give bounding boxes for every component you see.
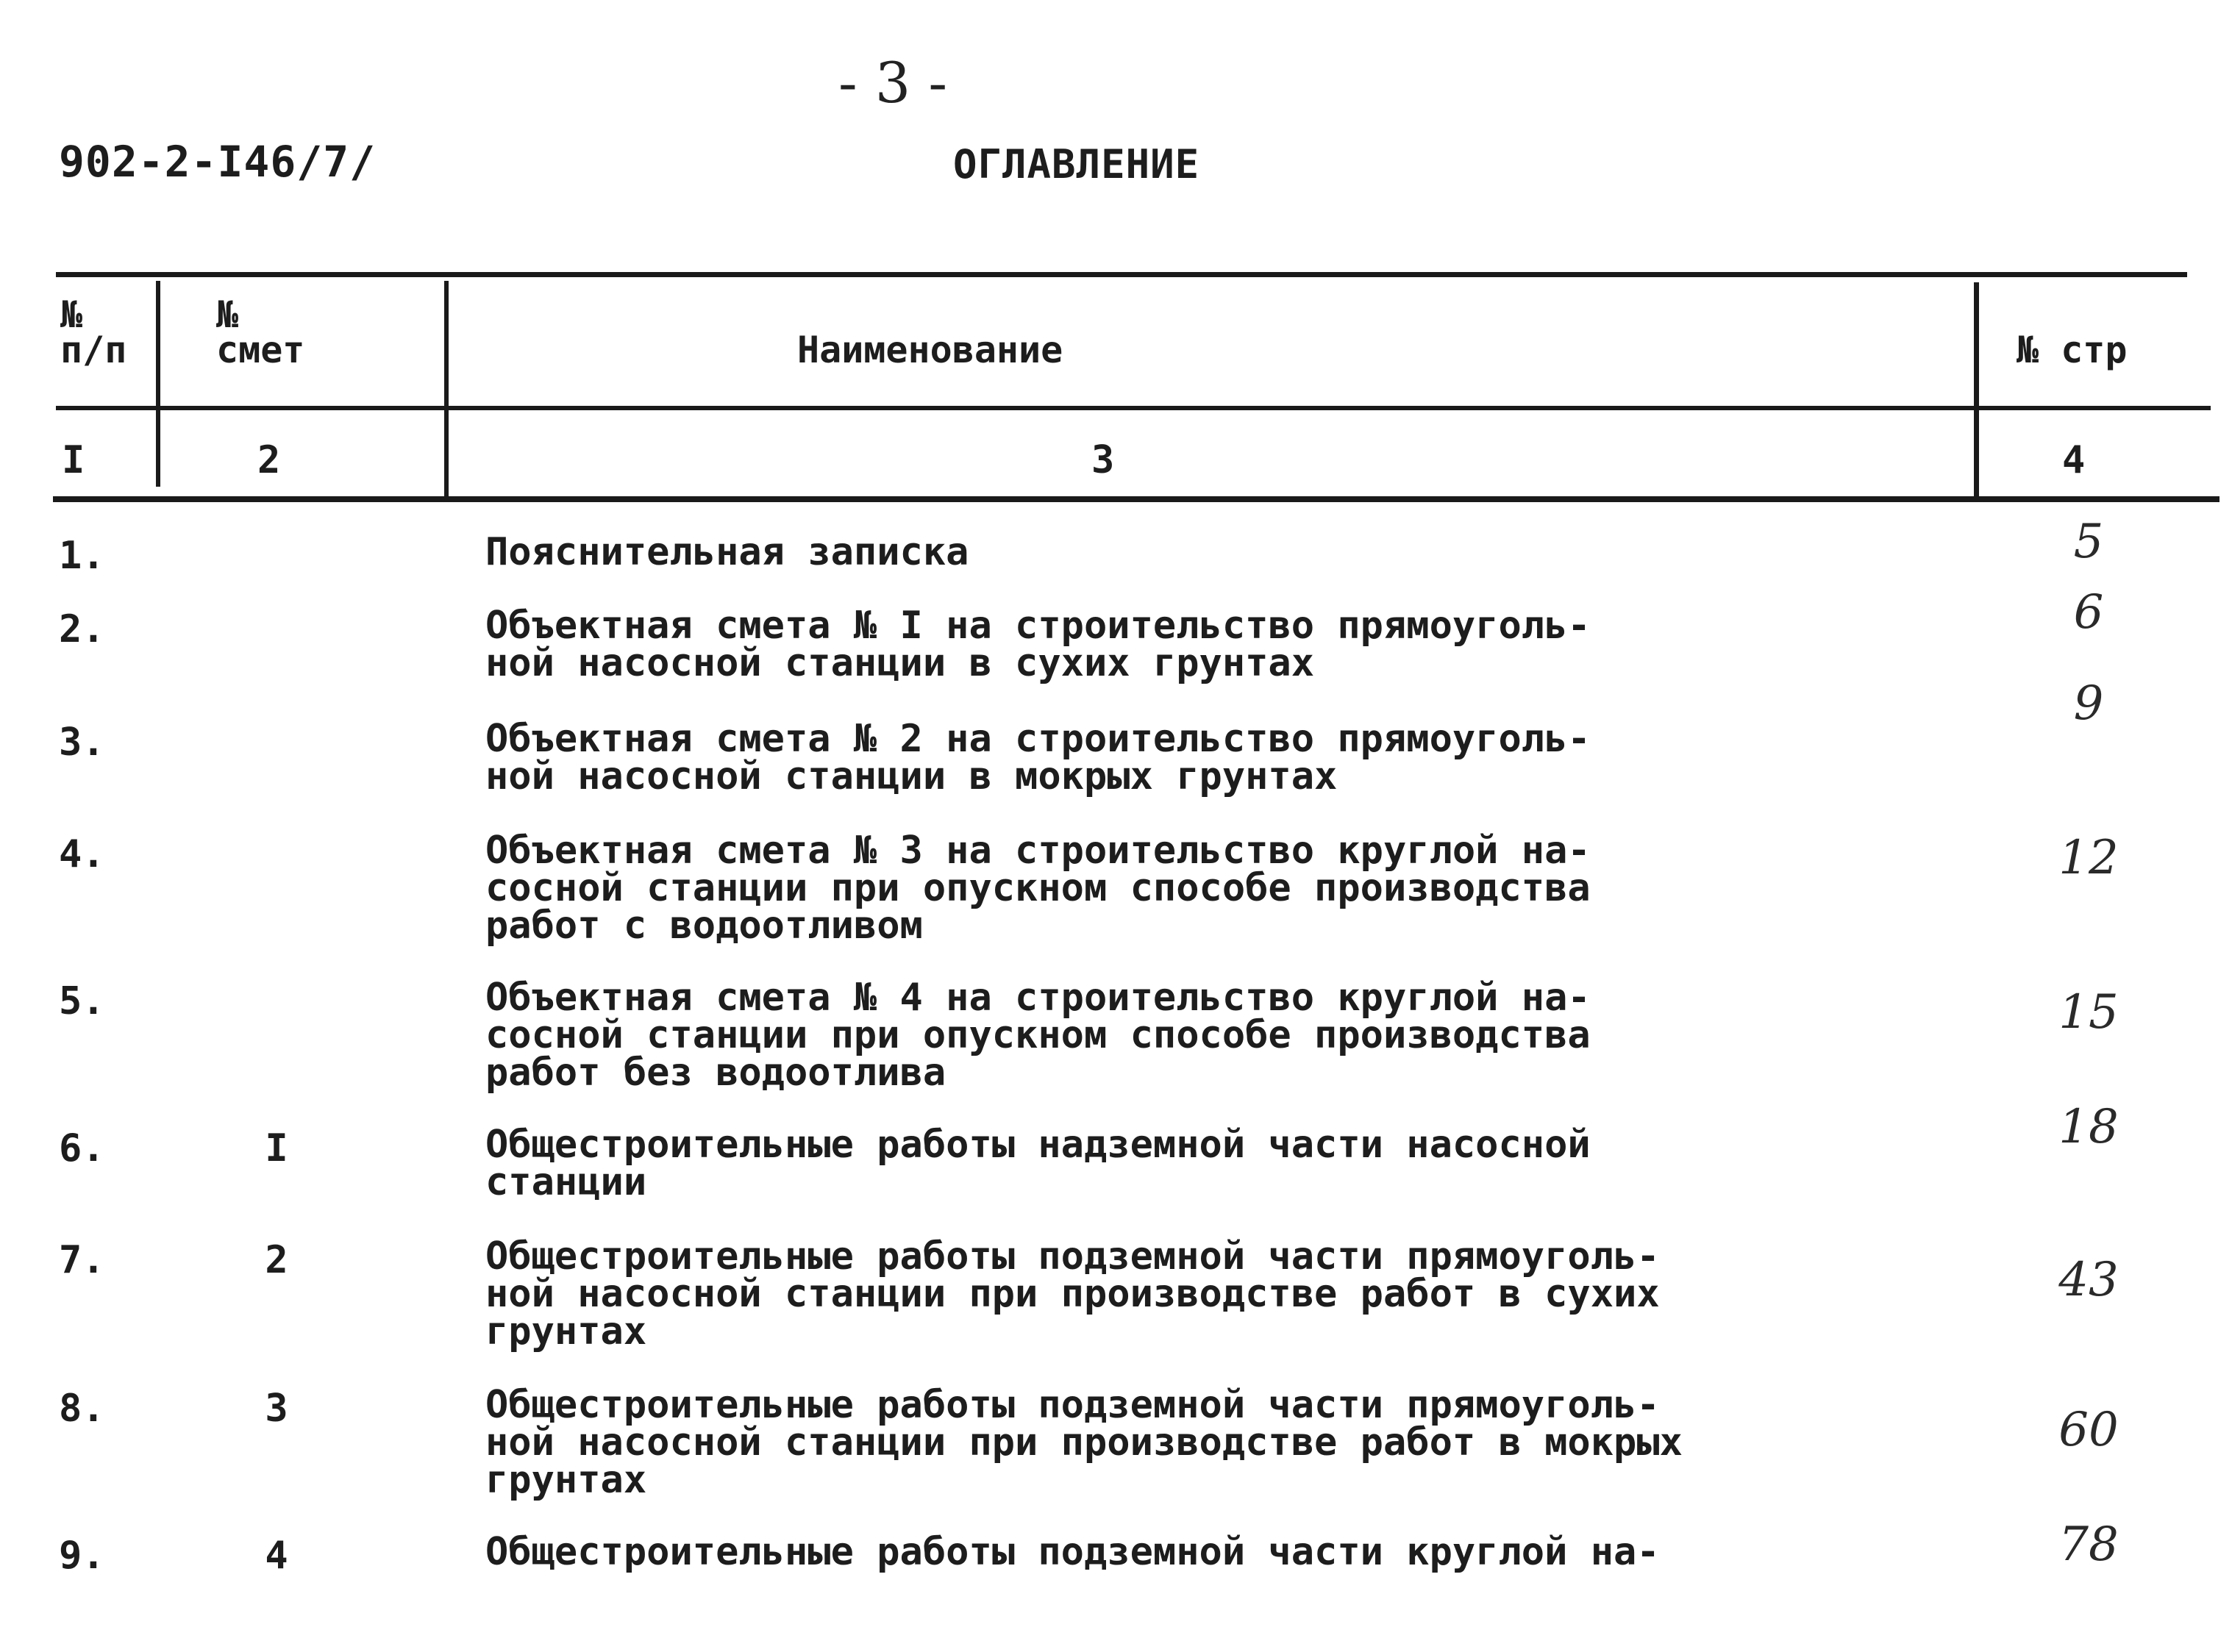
page-title: ОГЛАВЛЕНИЕ: [953, 141, 1200, 187]
row-page-number: 6: [2073, 585, 2104, 640]
row-page-number: 78: [2058, 1517, 2119, 1572]
row-estimate: 3: [265, 1387, 288, 1431]
header-row-number: № п/п: [60, 293, 127, 371]
row-page-number: 9: [2073, 676, 2104, 731]
header-estimate-number: № смет: [216, 293, 305, 371]
row-page-number: 12: [2058, 831, 2119, 885]
column-number-2: 2: [257, 438, 281, 482]
row-estimate: 4: [265, 1534, 288, 1578]
table-col-divider-2: [444, 281, 449, 498]
row-number: 4.: [59, 832, 105, 876]
row-number: 5.: [59, 979, 105, 1023]
row-name: Объектная смета № I на строительство прямоуголь- ной насосной станции в сухих грунтах: [485, 604, 1591, 685]
row-number: 3.: [59, 720, 105, 765]
row-page-number: 15: [2058, 985, 2119, 1040]
row-number: 7.: [59, 1238, 105, 1282]
row-number: 8.: [59, 1387, 105, 1431]
row-number: 1.: [59, 534, 105, 578]
table-col-divider-3: [1974, 282, 1979, 498]
row-number: 6.: [59, 1126, 105, 1170]
row-number: 9.: [59, 1534, 105, 1578]
row-name: Объектная смета № 3 на строительство круглой на- сосной станции при опускном способе производства работ с водоотливом: [485, 829, 1591, 948]
row-name: Объектная смета № 4 на строительство круглой на- сосной станции при опускном способе производства работ без водоотлива: [485, 976, 1591, 1095]
column-number-4: 4: [2062, 438, 2086, 482]
document-code: 902-2-I46/7/: [59, 137, 377, 187]
table-header-rule: [56, 406, 2211, 410]
column-number-3: 3: [1091, 438, 1115, 482]
column-number-1: I: [62, 438, 85, 482]
row-page-number: 60: [2058, 1403, 2119, 1457]
row-number: 2.: [59, 607, 105, 651]
table-colnum-rule: [53, 496, 2219, 502]
table-top-rule: [56, 272, 2187, 277]
row-name: Общестроительные работы подземной части круглой на-: [485, 1530, 1660, 1574]
row-page-number: 18: [2058, 1100, 2119, 1154]
page-number: - 3 -: [838, 50, 948, 115]
row-name: Общестроительные работы подземной части прямоуголь- ной насосной станции при производстве работ в сухих грунтах: [485, 1234, 1660, 1354]
row-name: Общестроительные работы подземной части прямоуголь- ной насосной станции при производстве работ в мокрых грунтах: [485, 1383, 1683, 1502]
row-estimate: 2: [265, 1238, 288, 1282]
row-name: Объектная смета № 2 на строительство прямоуголь- ной насосной станции в мокрых грунтах: [485, 717, 1591, 798]
table-col-divider-1: [156, 281, 160, 487]
row-name: Общестроительные работы надземной части насосной станции: [485, 1123, 1591, 1204]
row-page-number: 43: [2058, 1253, 2119, 1307]
row-page-number: 5: [2073, 515, 2104, 569]
row-name: Пояснительная записка: [485, 530, 969, 574]
header-page-number: № стр: [2017, 329, 2128, 371]
row-estimate: I: [265, 1126, 288, 1170]
header-name: Наименование: [797, 329, 1063, 371]
